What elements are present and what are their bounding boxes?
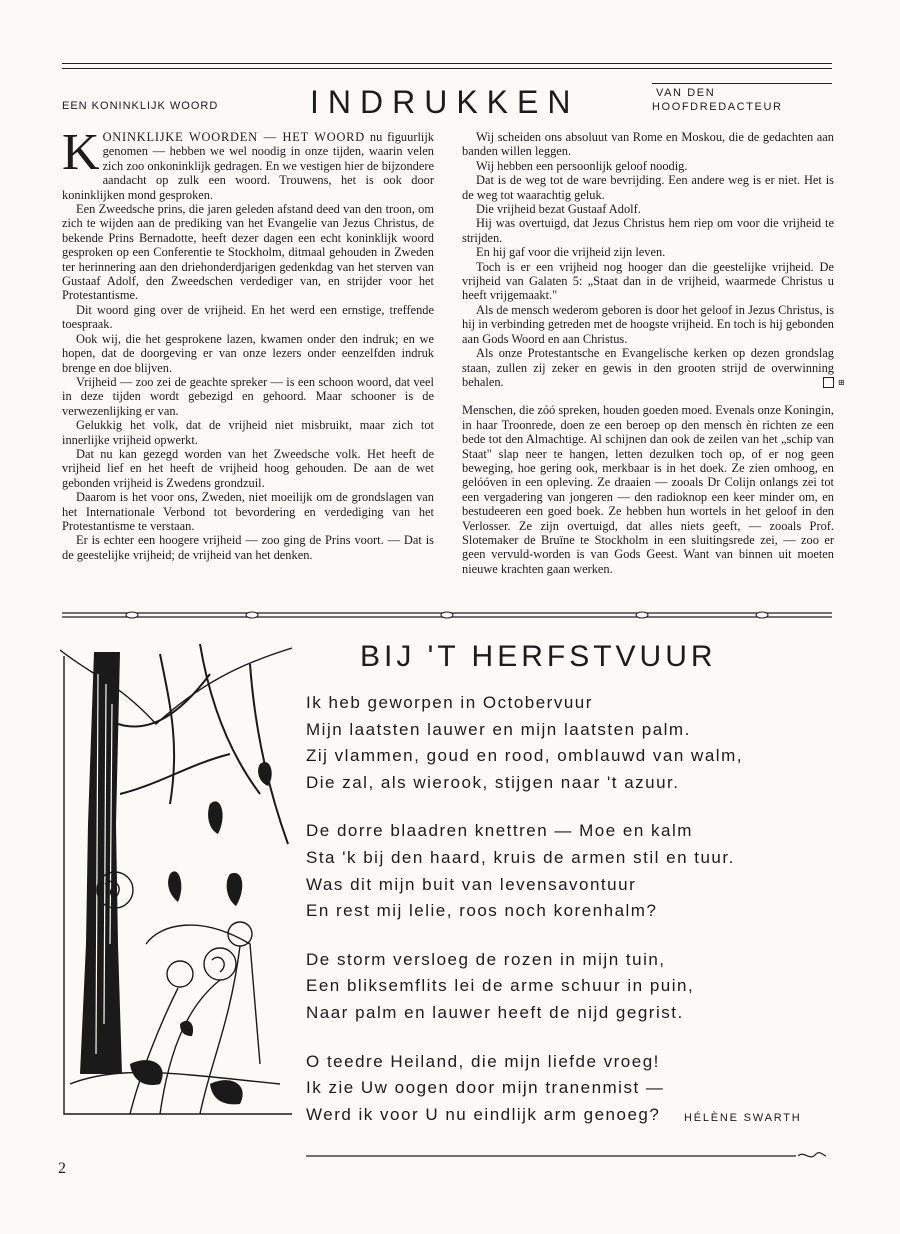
article-paragraph: Dat nu kan gezegd worden van het Zweedsche volk. Het heeft de vrijheid lief en het heeft de vrijheid hoog gehouden. De aan de wet gebonden vrijheid is Zwedens grondzuil. <box>62 446 434 490</box>
byline-line-2: HOOFDREDACTEUR <box>652 101 783 113</box>
poem-stanza <box>306 947 826 1027</box>
article-paragraph <box>462 346 845 389</box>
tree-illustration <box>60 644 292 1118</box>
article-paragraph: Vrijheid — zoo zei de geachte spreker — is een schoon woord, dat veel in deze tijden wordt gebezigd en gehoord. Maar schooner is de verwezenlijking er van. <box>62 374 434 418</box>
endmark-icon: ⊞ <box>823 377 834 388</box>
poem-stanza <box>306 690 826 796</box>
poem-line: Een bliksemflits lei de arme schuur in puin, <box>306 976 695 996</box>
top-rule-1 <box>62 63 832 64</box>
poem-line: Sta 'k bij den haard, kruis de armen stil en tuur. <box>306 847 735 867</box>
article-column-left <box>62 124 434 562</box>
article-paragraph: Hij was overtuigd, dat Jezus Christus hem riep om voor die vrijheid te strijden. <box>462 216 834 245</box>
article-paragraph: Ook wij, die het gesprokene lazen, kwamen onder den indruk; en we hopen, dat de doorgeving er van onze lezers onder eenzelfden indruk brenge en doe blijven. <box>62 331 434 375</box>
poem-line: De storm versloeg de rozen in mijn tuin, <box>306 949 666 969</box>
poem-author: HÉLÈNE SWARTH <box>684 1112 802 1124</box>
top-rule-2 <box>62 68 832 69</box>
poem-line: O teedre Heiland, die mijn liefde vroeg! <box>306 1051 660 1071</box>
byline <box>652 86 783 114</box>
lead-caps: ONINKLIJKE WOORDEN — HET WOORD <box>102 130 365 144</box>
poem-line: De dorre blaadren knettren — Moe en kalm <box>306 821 693 841</box>
article-paragraph <box>62 124 434 202</box>
poem-line: Zij vlammen, goud en rood, omblauwd van walm, <box>306 746 743 766</box>
article-paragraph: En hij gaf voor die vrijheid zijn leven. <box>476 245 666 260</box>
poem-body <box>306 690 826 1150</box>
article-paragraph: Die vrijheid bezat Gustaaf Adolf. <box>476 202 641 217</box>
paragraph-text: Als onze Protestantsche en Evangelische kerken op dezen grondslag staan, zullen zij zeker en gewis in den grooten strijd de overwinning behalen. <box>462 346 834 389</box>
article-paragraph: Een Zweedsche prins, die jaren geleden afstand deed van den troon, om zich te wijden aan de prediking van het Evangelie van Jezus Christus, de bekende Prins Bernadotte, heeft dezer dagen een echt koninklijk woord gesproken op een Conferentie te Stockholm, ditmaal gehouden in Zweden ter herinnering aan den driehonderdjarigen gedenkdag van het sterven van Gustaaf Adolf, den Zweedschen verdediger van, en strijder voor het Protestantisme. <box>62 202 434 303</box>
poem-stanza <box>306 818 826 924</box>
article-paragraph: Dit woord ging over de vrijheid. En het werd een ernstige, treffende toespraak. <box>62 302 434 332</box>
poem-line: Die zal, als wierook, stijgen naar 't azuur. <box>306 772 680 792</box>
page-title: INDRUKKEN <box>310 84 580 120</box>
article-paragraph: Wij scheiden ons absoluut van Rome en Moskou, die de gedachten aan banden willen leggen. <box>462 130 834 159</box>
article-paragraph: Als de mensch wederom geboren is door het geloof in Jezus Christus, is hij in verbinding getreden met de hoogste vrijheid. En toch is hij gebonden aan Gods Woord en aan Christus. <box>462 302 834 346</box>
drop-cap: K <box>62 124 100 181</box>
article-paragraph: Dat is de weg tot de ware bevrijding. Een andere weg is er niet. Het is de weg tot waarachtig geluk. <box>462 173 834 202</box>
article-paragraph: Menschen, die zóó spreken, houden goeden moed. Evenals onze Koningin, in haar Troonrede, doen ze een beroep op den mensch èn richten ze een bede tot den Almachtige. Al schijnen dan ook de zeilen van het „schip van Staat" slap neer te hangen, letten dezulken toch op, of er nog geen beweging, hoe gering ook, merkbaar is in het doek. Ze zien omhoog, en gelóóven in een opleving. Ze draaien — zooals Dr Colijn onlangs zei tot een vergadering van jongeren — den radioknop een keer minder om, en bestudeeren een goed boek. Ze hebben hun wortels in het geloof in den Verlosser. Ze zijn overtuigd, dat alles niets geeft, — zooals Prof. Slotemaker de Bruïne te Stockholm in een sluitingsrede zei, — zoo er geen vervuld-worden is van Gods Geest. Want van binnen uit moeten nieuwe krachten gaan werken. <box>462 403 834 576</box>
article-paragraph: Er is echter een hoogere vrijheid — zoo ging de Prins voort. — Dat is de geestelijke vrijheid; de vrijheid van het denken. <box>62 533 434 562</box>
poem-line: Was dit mijn buit van levensavontuur <box>306 874 637 894</box>
article-column-right <box>462 130 845 576</box>
byline-line-1: VAN DEN <box>656 87 716 99</box>
poem-line: Ik zie Uw oogen door mijn tranenmist — <box>306 1078 665 1098</box>
article-paragraph: Daarom is het voor ons, Zweden, niet moeilijk om de grondslagen van het Internationale Verbond tot bevordering en verdediging van het Protestantisme te verstaan. <box>62 490 434 533</box>
article-paragraph: Gelukkig het volk, dat de vrijheid niet misbruikt, maar zich tot innerlijke vrijheid opwerkt. <box>62 418 434 447</box>
poem-line: Ik heb geworpen in Octobervuur <box>306 693 593 712</box>
byline-rule <box>652 83 832 84</box>
poem-line: Werd ik voor U nu eindlijk arm genoeg? <box>306 1104 661 1124</box>
article-paragraph: Toch is er een vrijheid nog hooger dan die geestelijke vrijheid. De vrijheid van Galaten 5: „Staat dan in de vrijheid, waarmede Christus u heeft vrijgemaakt." <box>462 259 834 303</box>
paragraph-text: nu figuurlijk genomen — hebben we wel noodig in onze tijden, waarin velen zich zoo onkoninklijk gedragen. En we vestigen hier de bijzondere aandacht op zulk een woord. Trouwens, het is ook door koninklijken mond gesproken. <box>62 130 434 202</box>
poem-title: BIJ 'T HERFSTVUUR <box>360 640 717 673</box>
tree-trunk <box>80 652 122 1074</box>
ornamental-divider <box>62 610 832 620</box>
closing-flourish <box>306 1150 826 1162</box>
article-paragraph: Wij hebben een persoonlijk geloof noodig. <box>476 158 688 173</box>
page-number: 2 <box>58 1160 66 1177</box>
poem-line: En rest mij lelie, roos noch korenhalm? <box>306 901 658 921</box>
section-label: EEN KONINKLIJK WOORD <box>62 100 219 112</box>
poem-line: Mijn laatsten lauwer en mijn laatsten palm. <box>306 719 691 739</box>
poem-line: Naar palm en lauwer heeft de nijd gegrist. <box>306 1002 684 1022</box>
